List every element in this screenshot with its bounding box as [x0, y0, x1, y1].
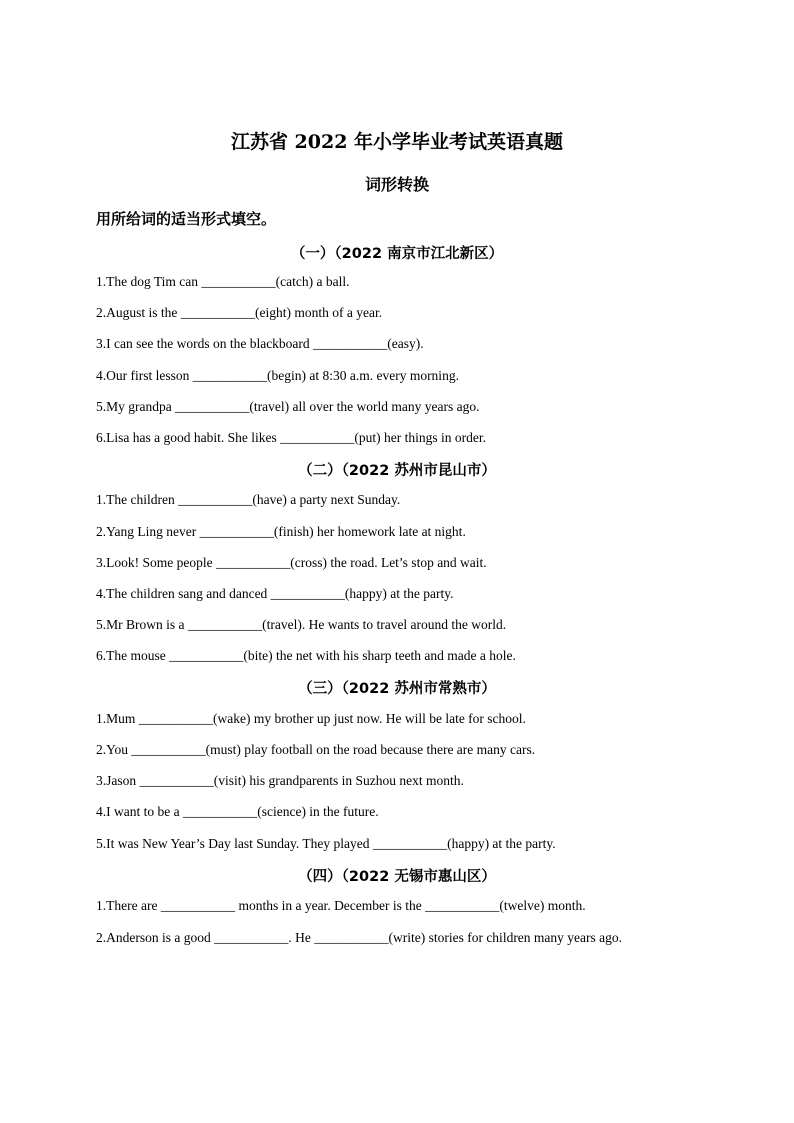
- exercise-item: 5.My grandpa ___________(travel) all over the world many years ago.: [96, 399, 480, 414]
- page-title: 江苏省 2022 年小学毕业考试英语真题: [230, 131, 564, 153]
- instruction: 用所给词的适当形式填空。: [96, 210, 277, 228]
- exercise-item: 3.Look! Some people ___________(cross) the road. Let’s stop and wait.: [96, 555, 487, 570]
- section-heading-2: （二）（2022 苏州市昆山市）: [298, 463, 496, 479]
- exercise-item: 5.Mr Brown is a ___________(travel). He wants to travel around the world.: [96, 617, 507, 632]
- exercise-item: 3.I can see the words on the blackboard ___________(easy).: [96, 336, 424, 351]
- exercise-item: 4.Our first lesson ___________(begin) at 8:30 a.m. every morning.: [96, 368, 459, 383]
- section-heading-4: （四）（2022 无锡市惠山区）: [298, 869, 496, 885]
- exercise-item: 6.The mouse ___________(bite) the net with his sharp teeth and made a hole.: [96, 648, 516, 663]
- exercise-item: 2.Anderson is a good ___________. He ___________(write) stories for children many years ago.: [96, 930, 623, 945]
- exercise-item: 2.August is the ___________(eight) month of a year.: [96, 305, 383, 320]
- exercise-item: 1.There are ___________ months in a year. December is the ___________(twelve) month.: [96, 898, 586, 913]
- exercise-item: 6.Lisa has a good habit. She likes ___________(put) her things in order.: [96, 430, 486, 445]
- page-subtitle: 词形转换: [364, 175, 429, 194]
- exercise-item: 1.Mum ___________(wake) my brother up just now. He will be late for school.: [96, 711, 526, 726]
- section-heading-1: （一）（2022 南京市江北新区）: [290, 246, 504, 262]
- exercise-item: 2.Yang Ling never ___________(finish) her homework late at night.: [96, 524, 466, 539]
- exercise-item: 3.Jason ___________(visit) his grandparents in Suzhou next month.: [96, 773, 464, 788]
- exercise-item: 1.The dog Tim can ___________(catch) a ball.: [96, 274, 350, 289]
- exercise-item: 1.The children ___________(have) a party next Sunday.: [96, 492, 401, 507]
- exercise-item: 4.The children sang and danced ___________(happy) at the party.: [96, 586, 454, 601]
- exercise-item: 4.I want to be a ___________(science) in the future.: [96, 804, 379, 819]
- exercise-item: 2.You ___________(must) play football on the road because there are many cars.: [96, 742, 536, 757]
- exercise-item: 5.It was New Year’s Day last Sunday. They played ___________(happy) at the party.: [96, 836, 556, 851]
- section-heading-3: （三）（2022 苏州市常熟市）: [298, 681, 496, 697]
